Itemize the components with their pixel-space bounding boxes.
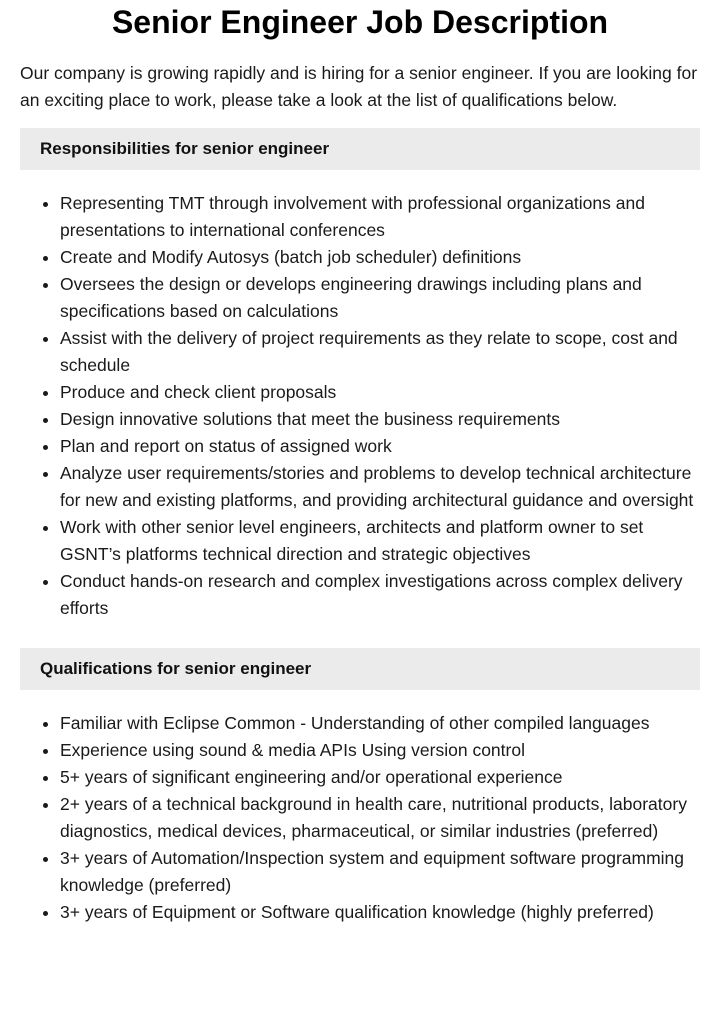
responsibilities-heading: Responsibilities for senior engineer	[20, 128, 700, 170]
page-title: Senior Engineer Job Description	[111, 4, 609, 40]
list-item: • Create and Modify Autosys (batch job scheduler) definitions	[60, 244, 700, 271]
list-item: • Design innovative solutions that meet the business requirements	[60, 406, 700, 433]
list-item: • Produce and check client proposals	[60, 379, 700, 406]
list-item: • Familiar with Eclipse Common - Understanding of other compiled languages	[60, 710, 700, 737]
qualifications-list	[20, 710, 700, 926]
list-item: • Experience using sound & media APIs Using version control	[60, 737, 700, 764]
list-item: • Analyze user requirements/stories and problems to develop technical architecture for new and existing platforms, and providing architectural guidance and oversight	[60, 460, 700, 514]
list-item: • 5+ years of significant engineering and/or operational experience	[60, 764, 700, 791]
list-item: • Plan and report on status of assigned work	[60, 433, 700, 460]
responsibilities-list	[20, 190, 700, 622]
list-item: • Oversees the design or develops engineering drawings including plans and specifications based on calculations	[60, 271, 700, 325]
list-item: • 3+ years of Equipment or Software qualification knowledge (highly preferred)	[60, 899, 700, 926]
section-spacer	[20, 622, 700, 634]
qualifications-heading: Qualifications for senior engineer	[20, 648, 700, 690]
list-item: • Conduct hands-on research and complex investigations across complex delivery efforts	[60, 568, 700, 622]
list-item: • Work with other senior level engineers, architects and platform owner to set GSNT’s platforms technical direction and strategic objectives	[60, 514, 700, 568]
list-item: • 3+ years of Automation/Inspection system and equipment software programming knowledge (preferred)	[60, 845, 700, 899]
job-description-page	[0, 2, 720, 926]
list-item: • Representing TMT through involvement with professional organizations and presentations to international conferences	[60, 190, 700, 244]
list-item: • Assist with the delivery of project requirements as they relate to scope, cost and schedule	[60, 325, 700, 379]
intro-paragraph: Our company is growing rapidly and is hiring for a senior engineer. If you are looking for an exciting place to work, please take a look at the list of qualifications below.	[20, 63, 698, 110]
list-item: • 2+ years of a technical background in health care, nutritional products, laboratory diagnostics, medical devices, pharmaceutical, or similar industries (preferred)	[60, 791, 700, 845]
